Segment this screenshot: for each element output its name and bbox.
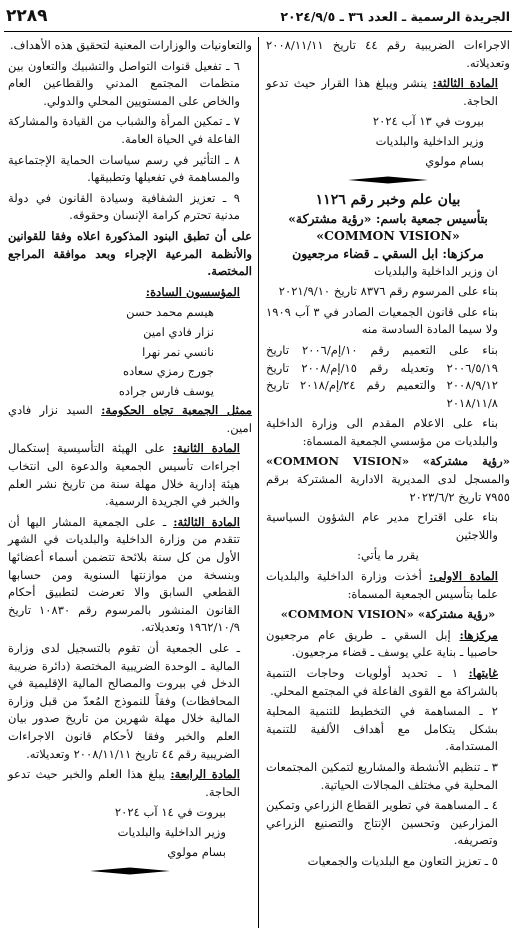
- article-four: المادة الرابعة: يبلغ هذا العلم والخبر حيث تدعو الحاجة.: [8, 767, 241, 799]
- founder-name: نانسي نمر نهرا: [142, 344, 214, 359]
- separator-ornament: [348, 176, 428, 184]
- condition-paragraph: على أن تطبق البنود المذكورة اعلاه وفقا للقوانين والأنظمة المرعية الإجراء وبعد موافقة المراجع المختصة.: [8, 228, 252, 279]
- signature-name: بسام مولوي: [425, 153, 484, 168]
- goal-line: ٦ ـ تفعيل قنوات التواصل والتشبيك والتعاون بين منظمات المجتمع المدني والقطاعين العام والخاص على المستويين المحلي والدولي.: [8, 58, 240, 108]
- right-column: [266, 37, 510, 874]
- paragraph: بناء على قانون الجمعيات الصادر في ٣ آب ١٩٠٩ ولا سيما المادة السادسة منه: [266, 304, 498, 337]
- goal-line: ٤ ـ المساهمة في تطوير القطاع الزراعي وتمكين المزارعين وتحسين الإنتاج والتصنيع الزراعي وتصريفه.: [266, 798, 498, 848]
- paragraph: بناء على المرسوم رقم ٨٣٧٦ تاريخ ٢٠٢١/٩/١٠: [278, 284, 498, 299]
- signature-name: بسام مولوي: [167, 844, 226, 859]
- article-three-cont: ـ على الجمعية أن تقوم بالتسجيل لدى وزارة المالية ـ الوحدة الضريبية المختصة (دائرة ضريبة الدخل في بيروت والمصالح المالية الإقليمية في المحافظات) وفقاً للنموذج المُعدّ من قبل وزارة المالية خلال مهلة شهرين من تاريخ صدور بيان العلم والخبر وفقا لأحكام قانون الاجراءات الضريبية رقم ٤٤ تاريخ ٢٠٠٨/١١/١١ وتعديلاته.: [8, 641, 240, 761]
- header-rule: [4, 31, 512, 32]
- article-two: المادة الثانية: على الهيئة التأسيسية إستكمال اجراءات تأسيس الجمعية والدعوة الى انتخاب هيئة إدارية خلال مهلة سنة من تاريخ نشر العلم والخبر في الجريدة الرسمية.: [8, 441, 240, 509]
- article-three: المادة الثالثة: ـ على الجمعية المشار اليها أن تتقدم من وزارة الداخلية والبلديات في الشهر الأول من كل سنة بلائحة تتضمن أسماء أعضائها وبنسخة من موازنتها السنوية ومن حسابها القطعي السابق والا تعرضت لتطبيق أحكام القانون المنشور بالمرسوم رقم ١٠٨٣٠ تاريخ ١٩٦٢/١٠/٩ وتعديلاته.: [8, 514, 240, 635]
- goal-line: ٨ ـ التأثير في رسم سياسات الحماية الإجتماعية والمساهمة في تفعيلها وتطبيقها.: [8, 152, 240, 185]
- page-header: [6, 4, 510, 28]
- signature-title: وزير الداخلية والبلديات: [375, 133, 484, 148]
- founder-name: يوسف فارس جراده: [118, 383, 214, 398]
- signature-date: بيروت في ١٤ آب ٢٠٢٤: [114, 805, 226, 820]
- paragraph: بناء على الاعلام المقدم الى وزارة الداخلية والبلديات من مؤسسي الجمعية المسماة:: [266, 416, 498, 448]
- page-number: ٢٢٨٩: [6, 6, 48, 26]
- paragraph: بناء على اقتراح مدير عام الشؤون السياسية واللاجئين: [266, 510, 498, 542]
- goal-line: ٥ ـ تعزيز التعاون مع البلديات والجمعيات: [307, 853, 498, 868]
- founders-list: [8, 304, 252, 400]
- notice-headquarters: مركزها: ابل السقي ـ قضاء مرجعيون: [292, 245, 484, 261]
- association-name: «رؤية مشتركة» «COMMON VISION» والمسجل لدى المديرية الادارية المشتركة برقم ٧٩٥٥ تاريخ ٢٠٢٣/٦/٢: [266, 454, 510, 504]
- paragraph: والتعاونيات والوزارات المعنية لتحقيق هذه الأهداف.: [9, 38, 252, 52]
- goal-line: غايتها: ١ ـ تحديد أولويات وحاجات التنمية بالشراكة مع القوى الفاعلة في المجتمع المحلي.: [266, 666, 499, 698]
- signature-date: بيروت في ١٣ آب ٢٠٢٤: [372, 114, 484, 129]
- representative-line: ممثل الجمعية تجاه الحكومة: السيد نزار فادي امين.: [8, 403, 253, 435]
- decides-line: يقرر ما يأتي:: [357, 548, 419, 563]
- founders-label: المؤسسون السادة:: [145, 284, 240, 299]
- article-one: المادة الاولى: أخذت وزارة الداخلية والبلديات علما بتأسيس الجمعية المسماة:: [266, 569, 499, 601]
- association-name-bold: «رؤية مشتركة» «COMMON VISION»: [280, 607, 496, 622]
- goal-line: ٩ ـ تعزيز الشفافية وسيادة القانون في دولة مدنية تحترم كرامة الإنسان وحقوقه.: [8, 190, 240, 223]
- notice-subtitle: بتأسيس جمعية باسم: «رؤية مشتركة»: [288, 210, 488, 226]
- column-divider: [258, 37, 259, 928]
- founder-name: نزار فادي امين: [143, 324, 214, 339]
- gazette-title: الجريدة الرسمية ـ العدد ٣٦ ـ ٢٠٢٤/٩/٥: [280, 8, 510, 24]
- paragraph: ان وزير الداخلية والبلديات: [374, 263, 498, 278]
- notice-subtitle-en: «COMMON VISION»: [316, 228, 460, 244]
- notice-title: بيان علم وخبر رقم ١١٢٦: [315, 192, 461, 209]
- goal-line: ٢ ـ المساهمة في التخطيط للتنمية المحلية بشكل يتكامل مع أهداف الألفية للتنمية المستدامة.: [266, 704, 498, 754]
- founder-name: جورج رمزي سعاده: [123, 364, 214, 379]
- article-label: المادة الثالثة:: [432, 76, 499, 91]
- founder-name: هيسم محمد حسن: [126, 305, 214, 320]
- paragraph: الاجراءات الضريبية رقم ٤٤ تاريخ ٢٠٠٨/١١/١١ وتعديلاته.: [266, 38, 510, 70]
- paragraph: بناء على التعميم رقم ١٠/إم/٢٠٠٦ تاريخ ٢٠٠٦/٥/١٩ وتعديله رقم ١٥/إم/٢٠٠٨ تاريخ ٢٠٠٨/٩/١٢ والتعميم رقم ٢٤/إم/٢٠١٨ تاريخ ٢٠١٨/١١/٨: [266, 342, 498, 410]
- separator-ornament: [90, 867, 170, 875]
- article-text: ينشر ويبلغ هذا القرار حيث تدعو الحاجة.: [266, 76, 498, 108]
- signature-title: وزير الداخلية والبلديات: [117, 824, 226, 839]
- article-three: [266, 75, 510, 110]
- goal-line: ٧ ـ تمكين المرأة والشباب من القيادة والمشاركة الفاعلة في الحياة العامة.: [8, 114, 240, 146]
- goal-line: ٣ ـ تنظيم الأنشطة والمشاريع لتمكين المجتمعات المحلية في مختلف المجالات الحياتية.: [266, 759, 498, 792]
- headquarters-line: مركزها: إبل السقي ـ طريق عام مرجعيون حاصبيا ـ بناية علي يوسف ـ قضاء مرجعيون.: [266, 627, 498, 660]
- left-column: [8, 37, 252, 881]
